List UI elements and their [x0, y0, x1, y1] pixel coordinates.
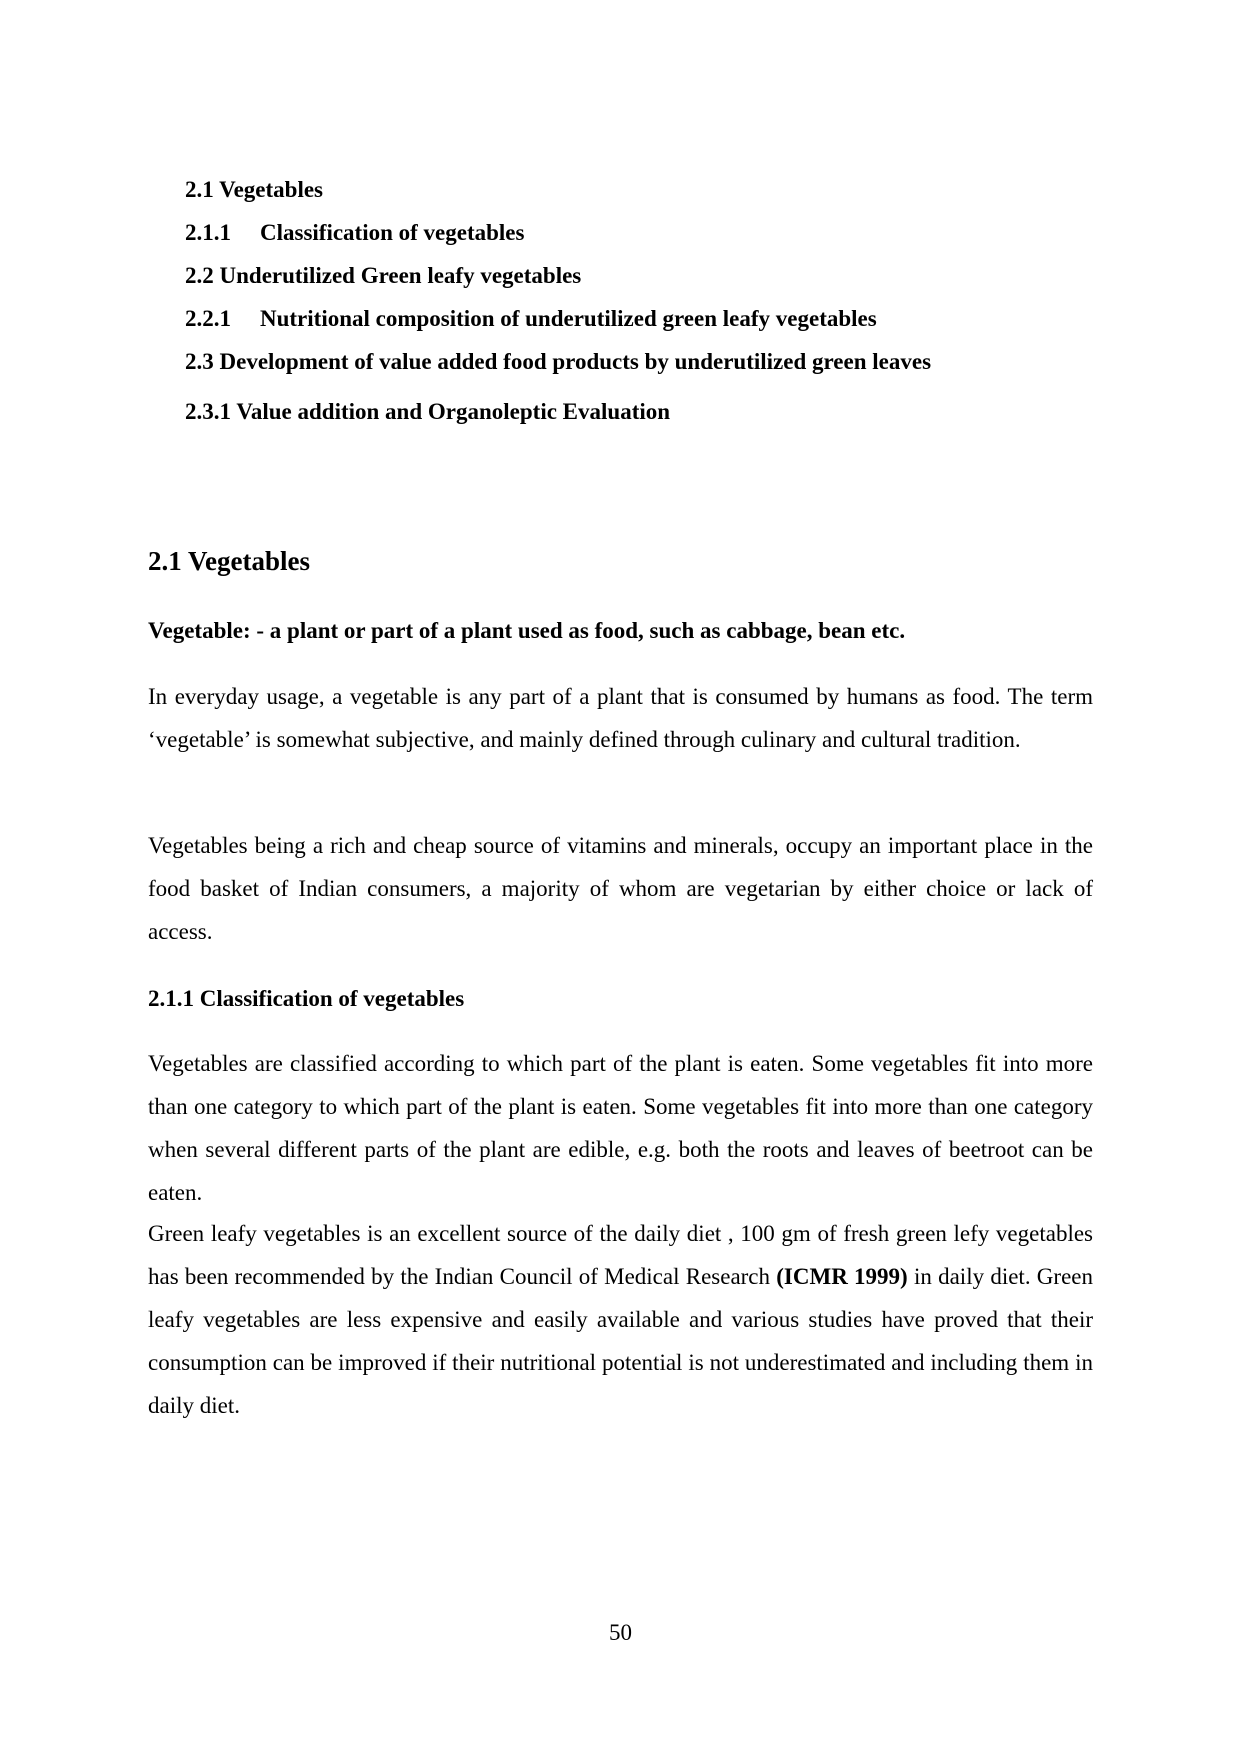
toc-entry-number: 2.3	[185, 349, 214, 374]
toc-entry	[185, 348, 1085, 376]
toc-entry-title: Development of value added food products by underutilized green leaves	[219, 349, 932, 374]
paragraph: Vegetables are classified according to which part of the plant is eaten. Some vegetables fit into more than one category to which part of the plant is eaten. Some vegetables fit into more than one category when several different parts of the plant are edible, e.g. both the roots and leaves of beetroot can be eaten.	[148, 1051, 1093, 1205]
toc-entry-number: 2.2.1	[185, 306, 231, 331]
toc-entry-number: 2.1.1	[185, 220, 231, 245]
paragraph	[148, 1212, 1093, 1427]
toc-entry	[185, 219, 1085, 247]
table-of-contents	[185, 176, 1085, 441]
toc-entry	[185, 262, 1085, 290]
toc-entry-number: 2.3.1	[185, 399, 231, 424]
subsection-heading: 2.1.1 Classification of vegetables	[148, 986, 465, 1011]
toc-entry	[185, 305, 1085, 333]
toc-entry-title: Value addition and Organoleptic Evaluation	[236, 399, 671, 424]
paragraph: Vegetables being a rich and cheap source of vitamins and minerals, occupy an important place in the food basket of Indian consumers, a majority of whom are vegetarian by either choice or lack of access.	[148, 833, 1093, 944]
page-number: 50	[609, 1620, 632, 1645]
toc-entry-title: Vegetables	[219, 177, 324, 202]
toc-entry-title: Underutilized Green leafy vegetables	[219, 263, 582, 288]
toc-entry-title: Nutritional composition of underutilized green leafy vegetables	[260, 306, 877, 331]
toc-entry	[185, 176, 1085, 204]
toc-entry	[185, 398, 1085, 426]
paragraph: In everyday usage, a vegetable is any part of a plant that is consumed by humans as food. The term ‘vegetable’ is somewhat subjective, and mainly defined through culinary and cultural tradition.	[148, 684, 1093, 752]
citation: (ICMR 1999)	[776, 1264, 908, 1289]
vegetable-definition: Vegetable: - a plant or part of a plant used as food, such as cabbage, bean etc.	[148, 618, 906, 643]
section-heading: 2.1 Vegetables	[148, 546, 310, 576]
toc-entry-number: 2.2	[185, 263, 214, 288]
toc-entry-number: 2.1	[185, 177, 214, 202]
paragraph-text: in daily diet. Green leafy vegetables are less expensive and easily available and various studies have proved that their consumption can be improved if their nutritional potential is not underestimated and including them in daily diet.	[148, 1264, 1093, 1418]
paragraph-text: Green leafy vegetables is an excellent source of the daily diet , 100 gm of fresh green lefy vegetables has been recommended by the Indian Council of Medical Research	[148, 1221, 1093, 1289]
toc-entry-title: Classification of vegetables	[260, 220, 525, 245]
